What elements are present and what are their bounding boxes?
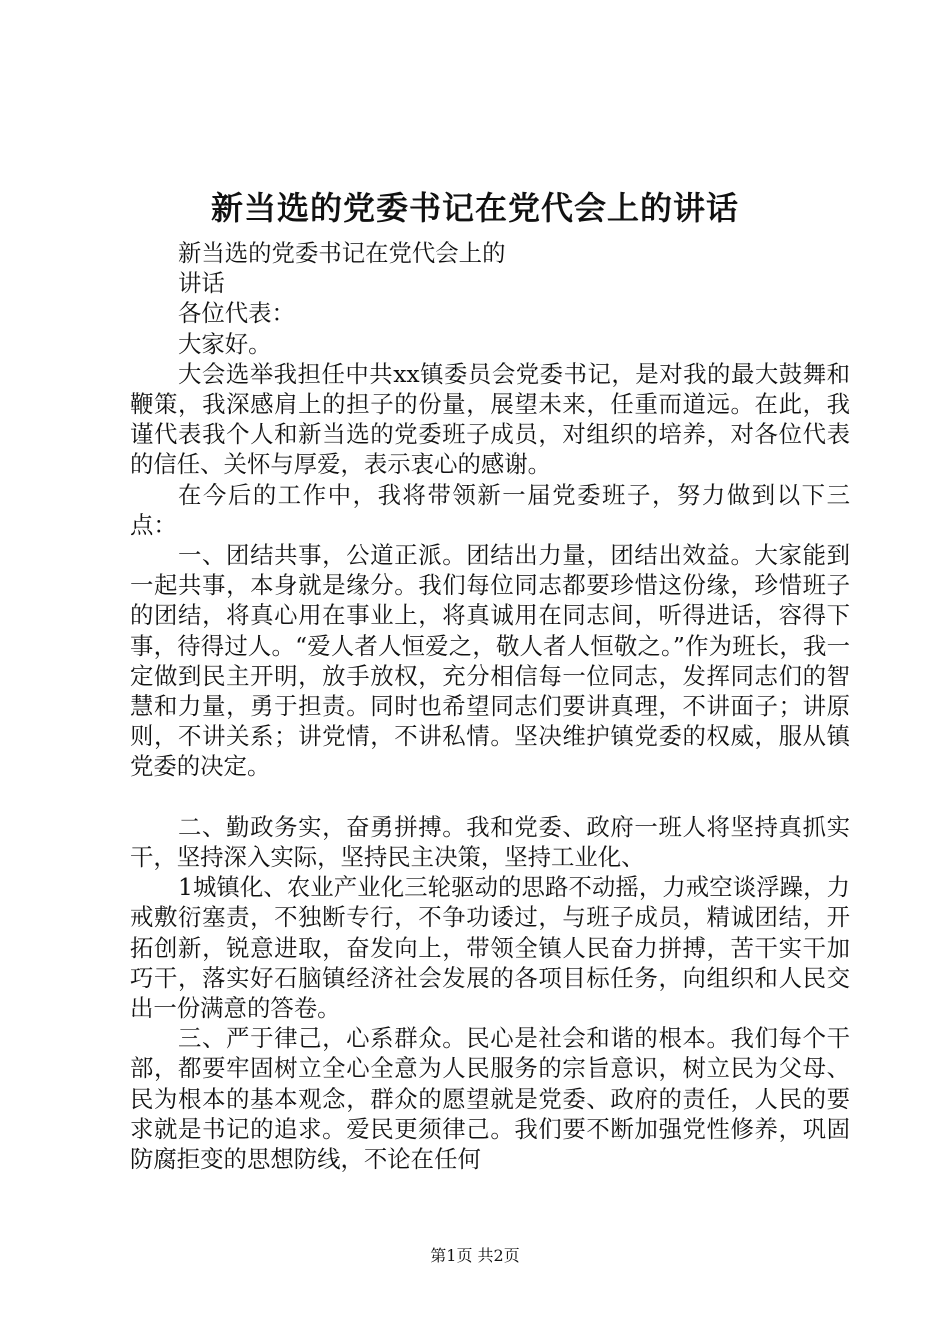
page-footer: 第1页 共2页 — [430, 1246, 520, 1265]
document-title: 新当选的党委书记在党代会上的讲话 — [210, 189, 739, 227]
paragraph-election-thanks: 大会选举我担任中共xx镇委员会党委书记，是对我的最大鼓舞和鞭策，我深感肩上的担子的份量，展望未来，任重而道远。在此，我谨代表我个人和新当选的党委班子成员，对组织的培养，对各位代表的信任、关怀与厚爱，表示衷心的感谢。 — [130, 359, 850, 479]
greeting: 大家好。 — [178, 329, 272, 358]
paragraph-spacer — [130, 782, 850, 812]
paragraph-point-two-continued: 1城镇化、农业产业化三轮驱动的思路不动摇，力戒空谈浮躁，力戒敷衍塞责，不独断专行，不争功诿过，与班子成员，精诚团结，开拓创新，锐意进取，奋发向上，带领全镇人民奋力拼搏，苦干实干加巧干，落实好石脑镇经济社会发展的各项目标任务，向组织和人民交出一份满意的答卷。 — [130, 873, 850, 1023]
subtitle-line-2: 讲话 — [178, 269, 225, 298]
document-body — [130, 238, 850, 1174]
salutation: 各位代表： — [178, 299, 295, 328]
subtitle-line-1: 新当选的党委书记在党代会上的 — [178, 239, 506, 267]
paragraph-three-points-intro: 在今后的工作中，我将带领新一届党委班子，努力做到以下三点： — [130, 480, 850, 539]
paragraph-point-two: 二、勤政务实，奋勇拼搏。我和党委、政府一班人将坚持真抓实干，坚持深入实际，坚持民主决策，坚持工业化、 — [130, 812, 850, 872]
paragraph-point-one: 一、团结共事，公道正派。团结出力量，团结出效益。大家能到一起共事，本身就是缘分。我们每位同志都要珍惜这份缘，珍惜班子的团结，将真心用在事业上，将真诚用在同志间，听得进话，容得下事，待得过人。“爱人者人恒爱之，敬人者人恒敬之。”作为班长，我一定做到民主开明，放手放权，充分相信每一位同志，发挥同志们的智慧和力量，勇于担责。同时也希望同志们要讲真理，不讲面子；讲原则，不讲关系；讲党情，不讲私情。坚决维护镇党委的权威，服从镇党委的决定。 — [130, 541, 850, 781]
paragraph-point-three: 三、严于律己，心系群众。民心是社会和谐的根本。我们每个干部，都要牢固树立全心全意为人民服务的宗旨意识，树立民为父母、民为根本的基本观念，群众的愿望就是党委、政府的责任，人民的要求就是书记的追求。爱民更须律己。我们要不断加强党性修养，巩固防腐拒变的思想防线，不论在任何 — [130, 1024, 850, 1174]
